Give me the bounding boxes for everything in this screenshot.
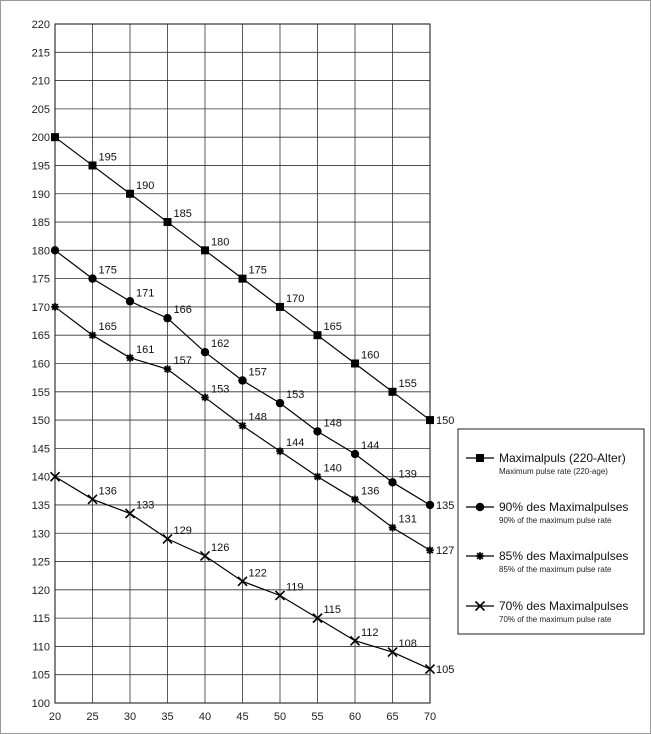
data-label: 108	[398, 638, 417, 651]
data-point	[351, 360, 359, 368]
y-tick-label: 120	[31, 584, 50, 597]
data-point	[89, 331, 97, 339]
y-tick-label: 115	[32, 613, 50, 626]
data-label: 171	[136, 287, 155, 300]
y-tick-label: 175	[31, 273, 50, 286]
data-point	[388, 478, 396, 486]
x-tick-label: 70	[423, 711, 437, 723]
data-point	[89, 161, 97, 169]
data-point	[238, 376, 246, 384]
data-label: 160	[361, 349, 380, 362]
x-tick-label: 25	[86, 711, 99, 723]
data-label: 185	[173, 208, 192, 221]
y-tick-label: 140	[31, 471, 50, 484]
x-tick-label: 20	[48, 711, 62, 723]
data-point	[88, 274, 96, 282]
y-tick-label: 125	[31, 556, 50, 569]
y-tick-label: 210	[31, 75, 50, 88]
legend-subtitle: 90% of the maximum pulse rate	[499, 516, 612, 525]
data-point	[201, 246, 209, 254]
data-label: 180	[211, 236, 230, 249]
y-tick-label: 105	[31, 669, 50, 682]
data-point	[239, 275, 247, 283]
x-tick-label: 40	[198, 711, 212, 723]
x-tick-label: 35	[161, 711, 174, 723]
data-label: 122	[248, 567, 267, 580]
y-tick-label: 160	[31, 358, 50, 371]
y-tick-label: 200	[31, 132, 50, 145]
data-point	[389, 388, 397, 396]
x-tick-label: 30	[123, 711, 137, 723]
data-point	[51, 246, 59, 254]
data-point	[313, 427, 321, 435]
data-point	[163, 314, 171, 322]
y-tick-label: 100	[31, 698, 50, 710]
data-label: 155	[398, 377, 417, 390]
y-tick-label: 180	[31, 245, 50, 258]
legend-marker	[476, 552, 484, 560]
data-point	[351, 450, 359, 458]
data-label: 148	[248, 411, 267, 424]
data-label: 195	[98, 151, 117, 164]
y-tick-label: 165	[31, 330, 50, 343]
data-point	[201, 394, 209, 402]
legend-title: Maximalpuls (220-Alter)	[499, 451, 626, 465]
y-tick-label: 150	[31, 415, 50, 428]
x-tick-label: 65	[386, 711, 399, 723]
data-point	[164, 218, 172, 226]
y-tick-label: 130	[31, 528, 50, 541]
data-label: 126	[211, 541, 230, 554]
y-tick-label: 110	[32, 641, 50, 654]
data-label: 166	[173, 304, 192, 317]
y-tick-label: 170	[31, 301, 50, 314]
data-label: 175	[248, 264, 267, 277]
data-point	[126, 190, 134, 198]
x-tick-label: 60	[348, 711, 362, 723]
data-point	[314, 331, 322, 339]
y-tick-label: 215	[31, 47, 50, 60]
legend-marker	[476, 503, 484, 511]
data-label: 148	[323, 417, 342, 430]
data-point	[239, 422, 247, 430]
x-tick-label: 55	[311, 711, 324, 723]
data-label: 105	[436, 664, 455, 677]
data-label: 139	[398, 468, 417, 481]
data-label: 140	[323, 462, 342, 475]
y-tick-label: 135	[31, 499, 50, 512]
data-label: 153	[211, 383, 230, 396]
data-label: 157	[248, 366, 267, 379]
data-label: 127	[436, 545, 455, 558]
data-point	[389, 524, 397, 532]
data-label: 190	[136, 179, 155, 192]
legend-title: 85% des Maximalpulses	[499, 549, 629, 563]
data-label: 153	[286, 389, 305, 402]
data-label: 144	[361, 440, 380, 453]
data-label: 150	[436, 415, 455, 428]
data-label: 175	[98, 264, 117, 277]
data-label: 161	[136, 343, 155, 356]
data-label: 162	[211, 338, 230, 351]
data-point	[164, 365, 172, 373]
y-tick-label: 155	[31, 386, 50, 399]
data-label: 144	[286, 437, 305, 450]
data-point	[51, 133, 59, 141]
data-label: 119	[286, 581, 304, 594]
legend-subtitle: 70% of the maximum pulse rate	[499, 615, 612, 624]
data-point	[426, 416, 434, 424]
y-tick-label: 205	[31, 103, 50, 116]
data-label: 165	[98, 321, 117, 334]
x-tick-label: 45	[236, 711, 249, 723]
data-label: 136	[98, 485, 117, 498]
data-point	[276, 447, 284, 455]
x-tick-label: 50	[273, 711, 287, 723]
legend	[458, 429, 644, 634]
data-point	[51, 303, 59, 311]
data-point	[426, 546, 434, 554]
data-point	[276, 303, 284, 311]
data-point	[314, 473, 322, 481]
data-label: 157	[173, 355, 192, 368]
y-tick-label: 190	[31, 188, 50, 201]
legend-subtitle: Maximum pulse rate (220-age)	[499, 467, 608, 476]
y-tick-label: 145	[31, 443, 50, 456]
data-point	[126, 354, 134, 362]
legend-subtitle: 85% of the maximum pulse rate	[499, 565, 612, 574]
data-label: 170	[286, 292, 305, 305]
data-point	[276, 399, 284, 407]
y-tick-label: 185	[31, 217, 50, 230]
data-label: 165	[323, 321, 342, 334]
data-label: 129	[173, 524, 192, 537]
legend-title: 70% des Maximalpulses	[499, 599, 629, 613]
data-label: 135	[436, 499, 455, 512]
data-point	[126, 297, 134, 305]
data-point	[426, 501, 434, 509]
data-label: 136	[361, 485, 380, 498]
y-tick-label: 195	[31, 160, 50, 173]
data-point	[201, 348, 209, 356]
data-label: 115	[323, 604, 342, 617]
data-label: 133	[136, 499, 155, 512]
data-label: 112	[361, 626, 379, 639]
legend-marker	[476, 454, 484, 462]
y-tick-label: 220	[31, 19, 50, 31]
legend-title: 90% des Maximalpulses	[499, 500, 629, 514]
data-label: 131	[398, 513, 417, 526]
data-point	[351, 496, 359, 504]
